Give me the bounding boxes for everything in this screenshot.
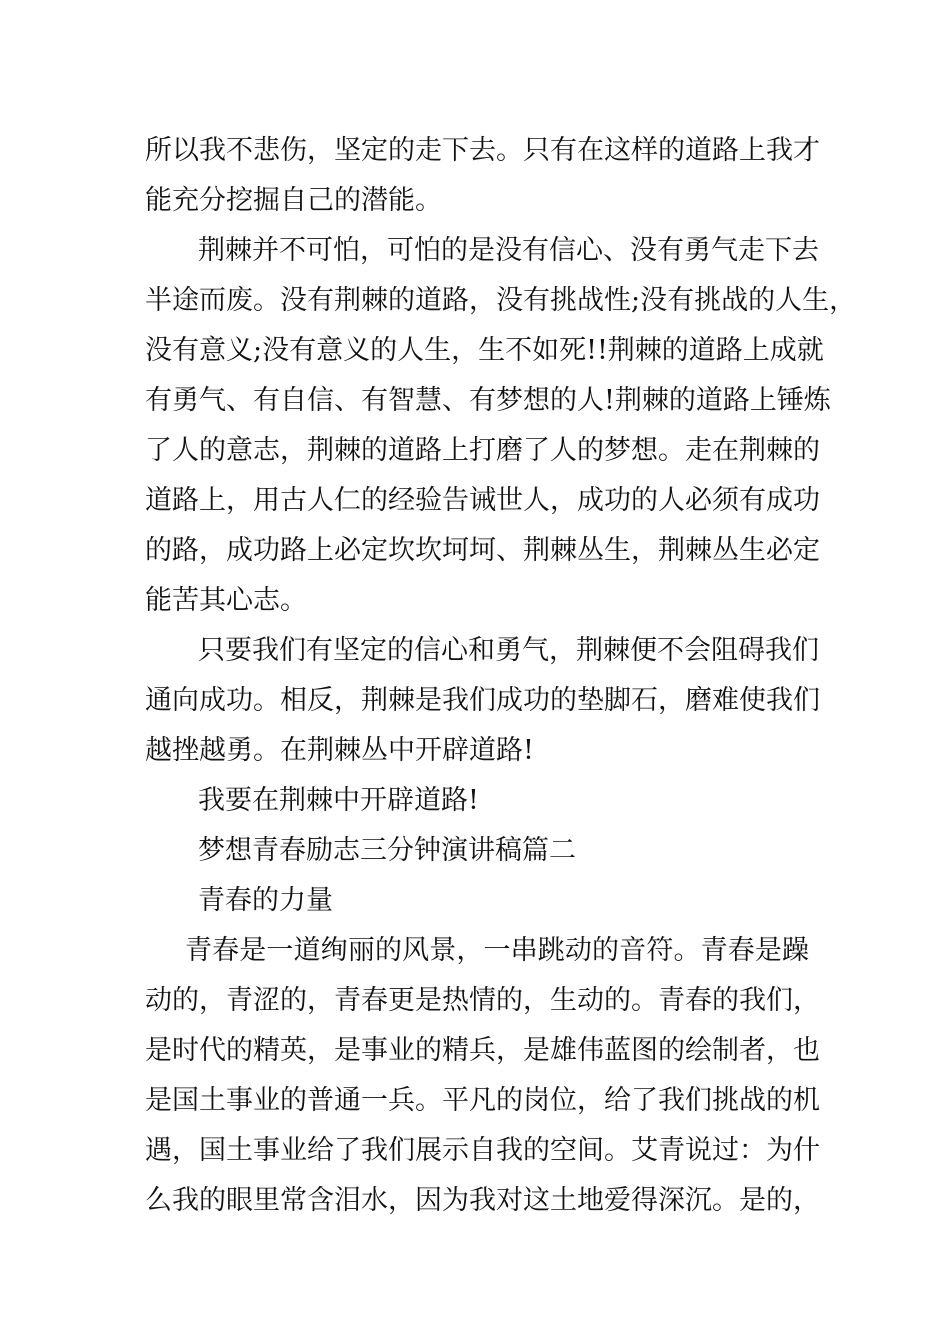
document-body [145,126,857,1226]
text-line: 我要在荆棘中开辟道路! [198,785,479,816]
section-heading: 梦想青春励志三分钟演讲稿篇二 [198,835,576,866]
text-line: 是时代的精英，是事业的精兵，是雄伟蓝图的绘制者，也 [145,1035,820,1066]
text-line: 了人的意志，荆棘的道路上打磨了人的梦想。走在荆棘的 [145,435,820,466]
text-line: 有勇气、有自信、有智慧、有梦想的人!荆棘的道路上锤炼 [145,385,831,416]
text-line: 青春是一道绚丽的风景，一串跳动的音符。青春是躁 [185,935,809,966]
text-line: 没有意义;没有意义的人生，生不如死!!荆棘的道路上成就 [145,335,824,366]
text-line: 越挫越勇。在荆棘丛中开辟道路! [145,735,534,766]
text-line: 么我的眼里常含泪水，因为我对这土地爱得深沉。是的， [145,1185,820,1216]
text-line: 只要我们有坚定的信心和勇气，荆棘便不会阻碍我们 [198,635,819,666]
text-line: 所以我不悲伤，坚定的走下去。只有在这样的道路上我才 [145,135,820,166]
section-subheading: 青春的力量 [198,885,333,916]
text-line: 半途而废。没有荆棘的道路，没有挑战性;没有挑战的人生， [145,285,857,316]
text-line: 动的，青涩的，青春更是热情的，生动的。青春的我们， [145,985,820,1016]
text-line: 是国土事业的普通一兵。平凡的岗位，给了我们挑战的机 [145,1085,820,1116]
text-line: 的路，成功路上必定坎坎坷坷、荆棘丛生，荆棘丛生必定 [145,535,820,566]
text-line: 能苦其心志。 [145,585,307,616]
text-line: 通向成功。相反，荆棘是我们成功的垫脚石，磨难使我们 [145,685,820,716]
text-line: 遇，国土事业给了我们展示自我的空间。艾青说过：为什 [145,1135,820,1166]
text-line: 道路上，用古人仁的经验告诫世人，成功的人必须有成功 [145,485,820,516]
text-line: 荆棘并不可怕，可怕的是没有信心、没有勇气走下去 [198,235,819,266]
text-line: 能充分挖掘自己的潜能。 [145,185,442,216]
